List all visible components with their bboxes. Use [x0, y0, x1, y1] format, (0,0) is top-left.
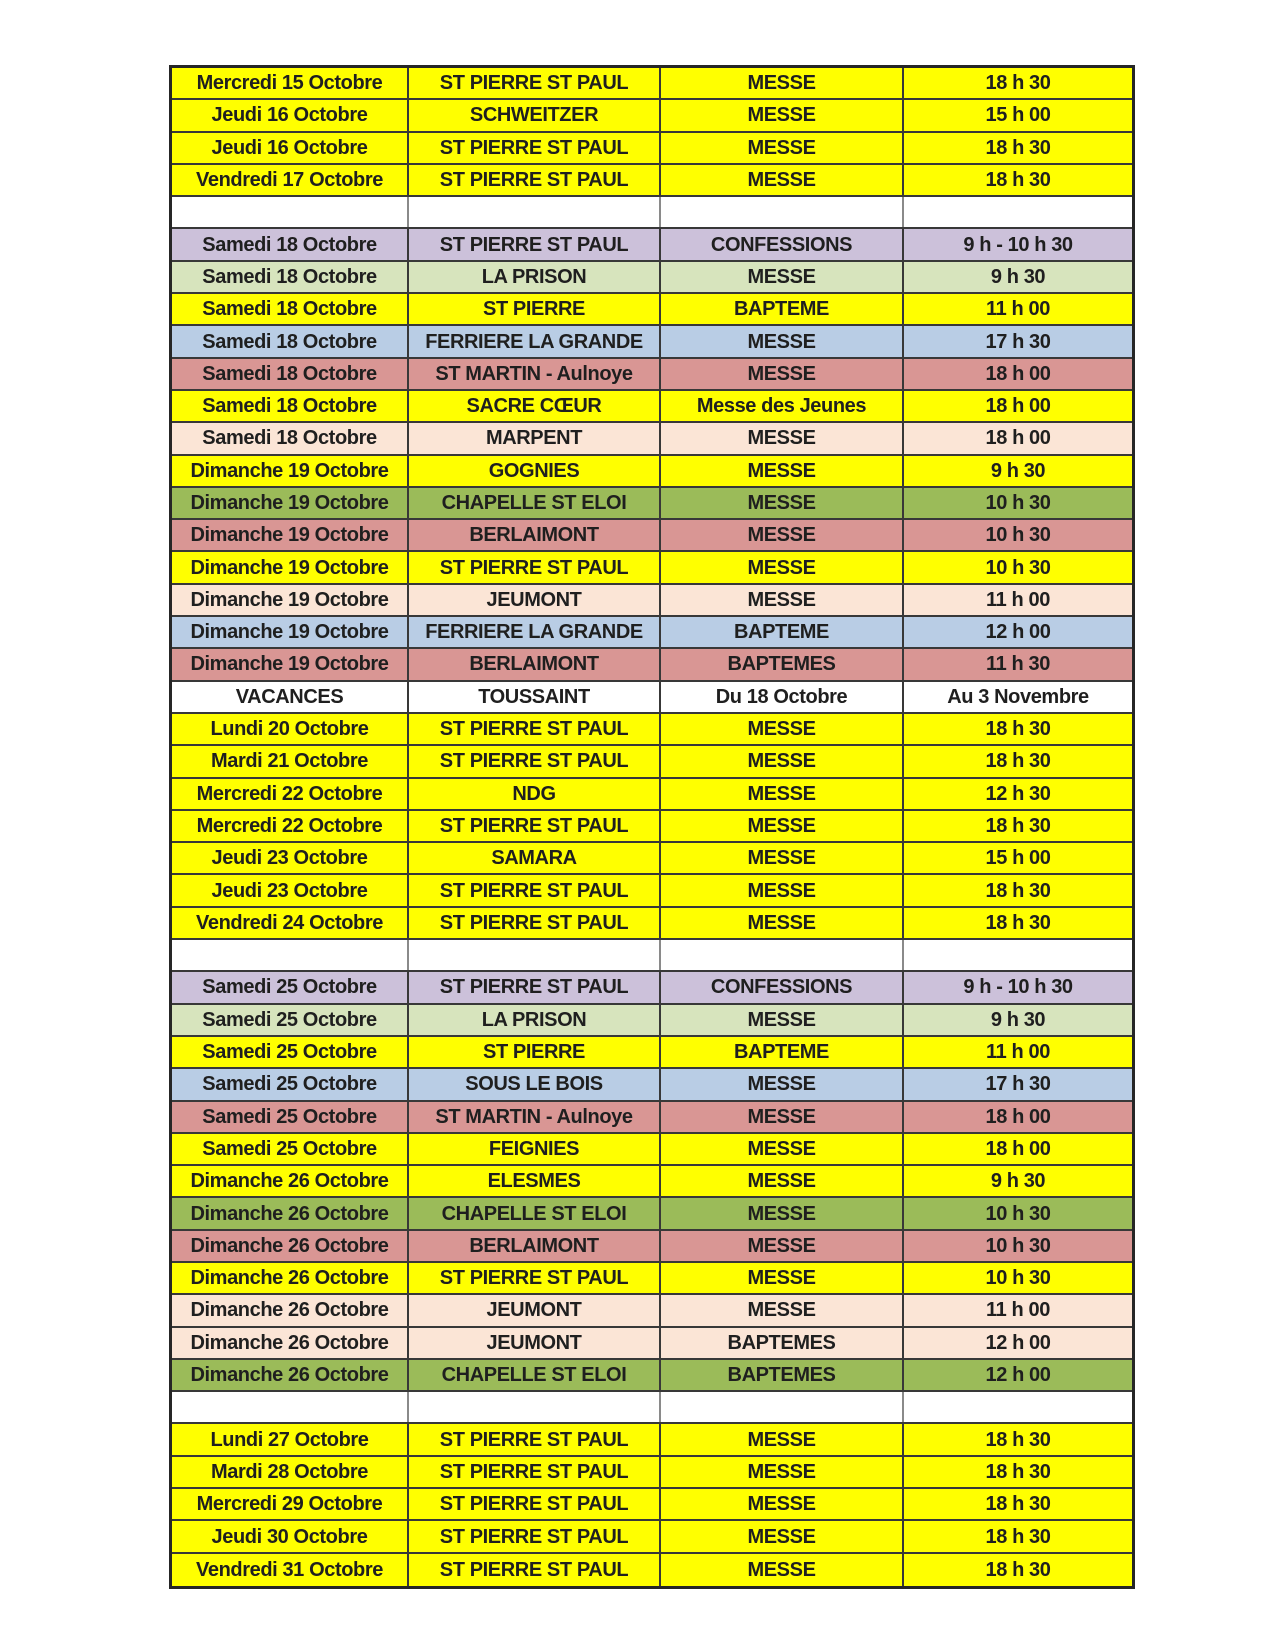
time-cell: 18 h 00: [985, 395, 1051, 418]
schedule-row: [172, 779, 1132, 811]
date-cell: Dimanche 26 Octobre: [172, 1198, 409, 1228]
location-cell: [409, 197, 661, 227]
event-cell: MESSE: [661, 359, 904, 389]
date-cell: Samedi 18 Octobre: [172, 326, 409, 356]
schedule-row: [172, 520, 1132, 552]
location-cell: ST PIERRE ST PAUL: [409, 552, 661, 582]
schedule-row: [172, 359, 1132, 391]
event-cell: MESSE: [661, 1005, 904, 1035]
time-cell: 10 h 30: [985, 556, 1051, 579]
time-cell: 9 h 30: [990, 1008, 1046, 1031]
date-cell: Dimanche 19 Octobre: [172, 488, 409, 518]
event-cell: MESSE: [661, 1295, 904, 1325]
event-cell: MESSE: [661, 1521, 904, 1551]
location-cell: LA PRISON: [409, 1005, 661, 1035]
schedule-row: [172, 843, 1132, 875]
location-cell: ST PIERRE ST PAUL: [409, 1489, 661, 1519]
schedule-row: [172, 552, 1132, 584]
date-cell: Lundi 27 Octobre: [172, 1424, 409, 1454]
date-cell: Dimanche 26 Octobre: [172, 1328, 409, 1358]
event-cell: MESSE: [661, 779, 904, 809]
schedule-row: [172, 1328, 1132, 1360]
schedule-row: [172, 617, 1132, 649]
location-cell: ST PIERRE ST PAUL: [409, 811, 661, 841]
date-cell: VACANCES: [172, 682, 409, 712]
event-cell: MESSE: [661, 520, 904, 550]
date-cell: Samedi 25 Octobre: [172, 972, 409, 1002]
location-cell: CHAPELLE ST ELOI: [409, 1360, 661, 1390]
time-cell: 9 h - 10 h 30: [963, 976, 1073, 999]
location-cell: GOGNIES: [409, 456, 661, 486]
schedule-row: [172, 488, 1132, 520]
event-cell: Messe des Jeunes: [661, 391, 904, 421]
time-cell: 18 h 30: [985, 911, 1051, 934]
time-cell: 10 h 30: [985, 1267, 1051, 1290]
schedule-row: [172, 1134, 1132, 1166]
event-cell: MESSE: [661, 908, 904, 938]
date-cell: Mardi 28 Octobre: [172, 1457, 409, 1487]
time-cell: 11 h 00: [986, 1299, 1050, 1322]
date-cell: Samedi 18 Octobre: [172, 229, 409, 259]
schedule-row: [172, 391, 1132, 423]
event-cell: MESSE: [661, 488, 904, 518]
date-cell: Samedi 18 Octobre: [172, 262, 409, 292]
event-cell: MESSE: [661, 714, 904, 744]
event-cell: MESSE: [661, 456, 904, 486]
location-cell: BERLAIMONT: [409, 1231, 661, 1261]
time-cell: 18 h 30: [985, 1460, 1051, 1483]
time-cell: 18 h 30: [985, 1525, 1051, 1548]
schedule-row: [172, 908, 1132, 940]
schedule-row: [172, 423, 1132, 455]
schedule-row: [172, 875, 1132, 907]
spacer-row: [172, 940, 1132, 972]
event-cell: BAPTEMES: [661, 1360, 904, 1390]
time-cell: 9 h 30: [990, 459, 1046, 482]
date-cell: Dimanche 26 Octobre: [172, 1360, 409, 1390]
time-cell: 15 h 00: [985, 847, 1051, 870]
time-cell: Au 3 Novembre: [947, 685, 1089, 708]
time-cell: 10 h 30: [985, 492, 1051, 514]
event-cell: MESSE: [661, 1231, 904, 1261]
event-cell: MESSE: [661, 1102, 904, 1132]
location-cell: ST PIERRE ST PAUL: [409, 1424, 661, 1454]
time-cell: 18 h 00: [985, 362, 1051, 385]
time-cell: 18 h 30: [985, 1558, 1051, 1581]
date-cell: Dimanche 26 Octobre: [172, 1166, 409, 1196]
date-cell: Dimanche 26 Octobre: [172, 1263, 409, 1293]
location-cell: BERLAIMONT: [409, 520, 661, 550]
location-cell: LA PRISON: [409, 262, 661, 292]
time-cell: 9 h 30: [990, 265, 1046, 288]
schedule-row: [172, 1424, 1132, 1456]
schedule-row: [172, 165, 1132, 197]
location-cell: SACRE CŒUR: [409, 391, 661, 421]
date-cell: Samedi 18 Octobre: [172, 391, 409, 421]
date-cell: Vendredi 31 Octobre: [172, 1554, 409, 1586]
schedule-row: [172, 714, 1132, 746]
date-cell: Dimanche 26 Octobre: [172, 1295, 409, 1325]
date-cell: Mercredi 22 Octobre: [172, 779, 409, 809]
location-cell: ST PIERRE ST PAUL: [409, 229, 661, 259]
time-cell: 12 h 00: [985, 621, 1051, 644]
date-cell: Samedi 18 Octobre: [172, 423, 409, 453]
mass-schedule-table: [169, 65, 1135, 1589]
location-cell: ST PIERRE ST PAUL: [409, 908, 661, 938]
schedule-row: [172, 1263, 1132, 1295]
schedule-row: [172, 1005, 1132, 1037]
location-cell: ST MARTIN - Aulnoye: [409, 359, 661, 389]
time-cell: 18 h 30: [985, 750, 1051, 773]
location-cell: ST PIERRE ST PAUL: [409, 746, 661, 776]
location-cell: ST PIERRE ST PAUL: [409, 1554, 661, 1586]
schedule-row: [172, 1554, 1132, 1586]
date-cell: Vendredi 17 Octobre: [172, 165, 409, 195]
schedule-row: [172, 229, 1132, 261]
event-cell: MESSE: [661, 585, 904, 615]
event-cell: MESSE: [661, 811, 904, 841]
location-cell: ST PIERRE ST PAUL: [409, 165, 661, 195]
schedule-row: [172, 1166, 1132, 1198]
time-cell: 18 h 30: [985, 718, 1051, 741]
location-cell: ST PIERRE ST PAUL: [409, 68, 661, 98]
location-cell: MARPENT: [409, 423, 661, 453]
time-cell: 11 h 30: [986, 653, 1050, 676]
time-cell: 18 h 30: [985, 814, 1051, 837]
event-cell: [661, 197, 904, 227]
location-cell: TOUSSAINT: [409, 682, 661, 712]
time-cell: 12 h 00: [985, 1364, 1051, 1387]
time-cell: 18 h 30: [985, 169, 1051, 192]
date-cell: Mardi 21 Octobre: [172, 746, 409, 776]
date-cell: Samedi 18 Octobre: [172, 359, 409, 389]
location-cell: FEIGNIES: [409, 1134, 661, 1164]
location-cell: ST PIERRE ST PAUL: [409, 972, 661, 1002]
event-cell: MESSE: [661, 875, 904, 905]
date-cell: Jeudi 23 Octobre: [172, 843, 409, 873]
time-cell: 11 h 00: [986, 588, 1050, 611]
time-cell: 18 h 30: [985, 1428, 1051, 1451]
location-cell: JEUMONT: [409, 1295, 661, 1325]
event-cell: MESSE: [661, 1424, 904, 1454]
location-cell: [409, 940, 661, 970]
event-cell: MESSE: [661, 423, 904, 453]
location-cell: [409, 1392, 661, 1422]
time-cell: 18 h 00: [985, 427, 1051, 450]
date-cell: Dimanche 19 Octobre: [172, 617, 409, 647]
event-cell: BAPTEMES: [661, 1328, 904, 1358]
date-cell: Dimanche 19 Octobre: [172, 520, 409, 550]
location-cell: BERLAIMONT: [409, 649, 661, 679]
date-cell: Jeudi 23 Octobre: [172, 875, 409, 905]
event-cell: BAPTEME: [661, 617, 904, 647]
date-cell: Samedi 25 Octobre: [172, 1037, 409, 1067]
location-cell: ST PIERRE: [409, 294, 661, 324]
location-cell: SAMARA: [409, 843, 661, 873]
schedule-row: [172, 68, 1132, 100]
event-cell: BAPTEMES: [661, 649, 904, 679]
schedule-row: [172, 1198, 1132, 1230]
location-cell: ST PIERRE ST PAUL: [409, 1263, 661, 1293]
schedule-row: [172, 649, 1132, 681]
location-cell: ST PIERRE ST PAUL: [409, 133, 661, 163]
schedule-row: [172, 1231, 1132, 1263]
event-cell: MESSE: [661, 262, 904, 292]
location-cell: SCHWEITZER: [409, 100, 661, 130]
date-cell: [172, 940, 409, 970]
time-cell: 9 h 30: [990, 1170, 1046, 1193]
time-cell: 17 h 30: [985, 330, 1051, 353]
schedule-row: [172, 811, 1132, 843]
location-cell: FERRIERE LA GRANDE: [409, 326, 661, 356]
date-cell: Samedi 18 Octobre: [172, 294, 409, 324]
schedule-row: [172, 133, 1132, 165]
location-cell: ST PIERRE ST PAUL: [409, 1457, 661, 1487]
date-cell: Dimanche 19 Octobre: [172, 456, 409, 486]
date-cell: Lundi 20 Octobre: [172, 714, 409, 744]
location-cell: CHAPELLE ST ELOI: [409, 488, 661, 518]
date-cell: Samedi 25 Octobre: [172, 1005, 409, 1035]
date-cell: [172, 1392, 409, 1422]
date-cell: Samedi 25 Octobre: [172, 1069, 409, 1099]
time-cell: 10 h 30: [985, 1234, 1051, 1257]
schedule-row: [172, 1037, 1132, 1069]
schedule-row: [172, 1069, 1132, 1101]
time-cell: 18 h 30: [985, 1493, 1051, 1516]
schedule-row: [172, 1295, 1132, 1327]
event-cell: [661, 1392, 904, 1422]
event-cell: [661, 940, 904, 970]
date-cell: Jeudi 16 Octobre: [172, 100, 409, 130]
date-cell: Dimanche 19 Octobre: [172, 552, 409, 582]
schedule-row: [172, 1457, 1132, 1489]
time-cell: 18 h 30: [985, 879, 1051, 902]
time-cell: 18 h 30: [985, 72, 1051, 95]
location-cell: ST PIERRE ST PAUL: [409, 1521, 661, 1551]
time-cell: 12 h 30: [985, 782, 1051, 805]
event-cell: MESSE: [661, 843, 904, 873]
date-cell: Jeudi 30 Octobre: [172, 1521, 409, 1551]
location-cell: ST PIERRE: [409, 1037, 661, 1067]
event-cell: CONFESSIONS: [661, 229, 904, 259]
schedule-row: [172, 1360, 1132, 1392]
schedule-row: [172, 294, 1132, 326]
time-cell: 9 h - 10 h 30: [963, 233, 1073, 256]
time-cell: 11 h 00: [986, 298, 1050, 321]
event-cell: Du 18 Octobre: [661, 682, 904, 712]
event-cell: MESSE: [661, 1554, 904, 1586]
time-cell: 18 h 30: [985, 136, 1051, 159]
date-cell: Jeudi 16 Octobre: [172, 133, 409, 163]
time-cell: 10 h 30: [985, 524, 1051, 547]
location-cell: JEUMONT: [409, 585, 661, 615]
schedule-row: [172, 972, 1132, 1004]
location-cell: ST MARTIN - Aulnoye: [409, 1102, 661, 1132]
event-cell: MESSE: [661, 100, 904, 130]
schedule-row: [172, 1102, 1132, 1134]
event-cell: MESSE: [661, 1489, 904, 1519]
event-cell: MESSE: [661, 326, 904, 356]
schedule-row: [172, 100, 1132, 132]
location-cell: JEUMONT: [409, 1328, 661, 1358]
date-cell: Samedi 25 Octobre: [172, 1102, 409, 1132]
event-cell: CONFESSIONS: [661, 972, 904, 1002]
location-cell: SOUS LE BOIS: [409, 1069, 661, 1099]
schedule-row: [172, 326, 1132, 358]
location-cell: CHAPELLE ST ELOI: [409, 1198, 661, 1228]
time-cell: 18 h 00: [985, 1105, 1051, 1128]
event-cell: MESSE: [661, 1166, 904, 1196]
location-cell: ST PIERRE ST PAUL: [409, 714, 661, 744]
date-cell: Vendredi 24 Octobre: [172, 908, 409, 938]
date-cell: Dimanche 19 Octobre: [172, 649, 409, 679]
schedule-row: [172, 1489, 1132, 1521]
location-cell: NDG: [409, 779, 661, 809]
event-cell: MESSE: [661, 133, 904, 163]
event-cell: MESSE: [661, 1263, 904, 1293]
event-cell: MESSE: [661, 1198, 904, 1228]
time-cell: 11 h 00: [986, 1041, 1050, 1064]
time-cell: [904, 1392, 1132, 1422]
time-cell: 12 h 00: [985, 1331, 1051, 1354]
date-cell: Samedi 25 Octobre: [172, 1134, 409, 1164]
schedule-row: [172, 585, 1132, 617]
event-cell: MESSE: [661, 1457, 904, 1487]
schedule-row: [172, 682, 1132, 714]
schedule-row: [172, 746, 1132, 778]
schedule-row: [172, 262, 1132, 294]
location-cell: ELESMES: [409, 1166, 661, 1196]
date-cell: Mercredi 22 Octobre: [172, 811, 409, 841]
spacer-row: [172, 1392, 1132, 1424]
event-cell: MESSE: [661, 746, 904, 776]
spacer-row: [172, 197, 1132, 229]
time-cell: 15 h 00: [985, 104, 1051, 127]
event-cell: BAPTEME: [661, 294, 904, 324]
location-cell: ST PIERRE ST PAUL: [409, 875, 661, 905]
time-cell: [904, 940, 1132, 970]
date-cell: [172, 197, 409, 227]
event-cell: MESSE: [661, 68, 904, 98]
date-cell: Mercredi 29 Octobre: [172, 1489, 409, 1519]
location-cell: FERRIERE LA GRANDE: [409, 617, 661, 647]
date-cell: Dimanche 26 Octobre: [172, 1231, 409, 1261]
schedule-row: [172, 456, 1132, 488]
event-cell: MESSE: [661, 1069, 904, 1099]
time-cell: 17 h 30: [985, 1073, 1051, 1096]
date-cell: Mercredi 15 Octobre: [172, 68, 409, 98]
schedule-row: [172, 1521, 1132, 1553]
time-cell: 18 h 00: [985, 1137, 1051, 1160]
time-cell: 10 h 30: [985, 1202, 1051, 1225]
date-cell: Dimanche 19 Octobre: [172, 585, 409, 615]
event-cell: MESSE: [661, 1134, 904, 1164]
event-cell: MESSE: [661, 552, 904, 582]
event-cell: BAPTEME: [661, 1037, 904, 1067]
event-cell: MESSE: [661, 165, 904, 195]
time-cell: [904, 197, 1132, 227]
